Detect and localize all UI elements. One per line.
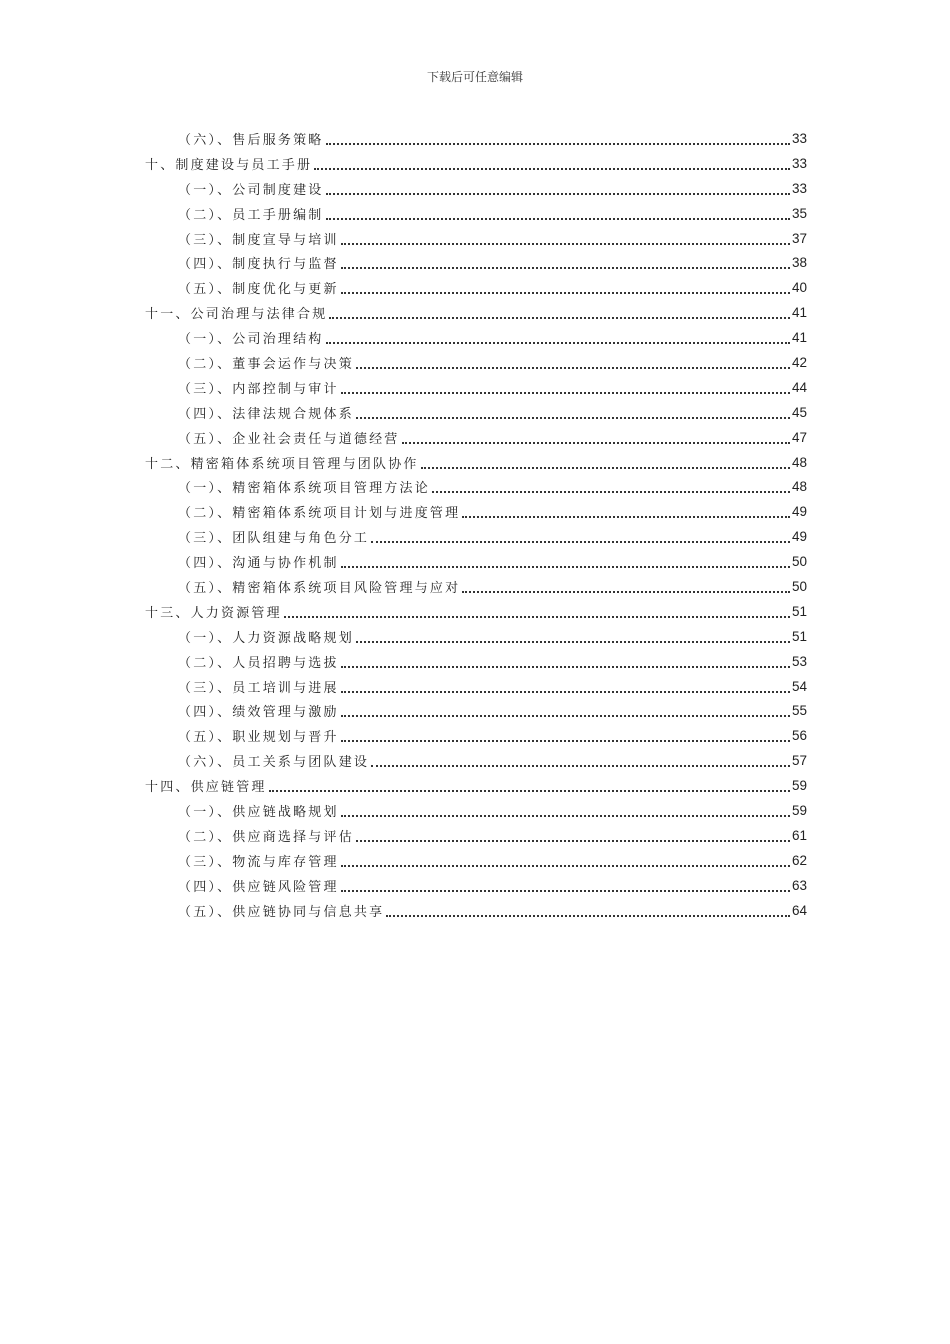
- toc-entry-title: （一）、精密箱体系统项目管理方法论: [178, 481, 430, 497]
- toc-page-number: 47: [791, 429, 807, 445]
- toc-dot-leader: [341, 739, 790, 742]
- toc-section-entry[interactable]: [0, 275, 950, 300]
- toc-dot-leader: [326, 142, 790, 145]
- toc-dot-leader: [284, 615, 790, 618]
- toc-page-number: 63: [791, 877, 807, 893]
- toc-entry-title: 十一、公司治理与法律合规: [145, 307, 328, 323]
- toc-section-entry[interactable]: [0, 499, 950, 524]
- toc-dot-leader: [371, 764, 790, 767]
- toc-entry-title: （四）、沟通与协作机制: [178, 556, 339, 572]
- toc-dot-leader: [462, 590, 790, 593]
- toc-section-entry[interactable]: [0, 350, 950, 375]
- toc-page-number: 49: [791, 504, 807, 520]
- toc-page-number: 57: [791, 753, 807, 769]
- toc-chapter-entry[interactable]: [0, 773, 950, 798]
- toc-entry-title: （四）、法律法规合规体系: [178, 406, 354, 422]
- toc-section-entry[interactable]: [0, 375, 950, 400]
- toc-entry-title: （四）、绩效管理与激励: [178, 705, 339, 721]
- toc-dot-leader: [356, 366, 790, 369]
- toc-section-entry[interactable]: [0, 674, 950, 699]
- toc-dot-leader: [432, 490, 790, 493]
- toc-section-entry[interactable]: [0, 698, 950, 723]
- toc-dot-leader: [341, 266, 790, 269]
- toc-section-entry[interactable]: [0, 201, 950, 226]
- page-header: 下载后可任意编辑: [426, 70, 523, 84]
- toc-entry-title: （一）、供应链战略规划: [178, 804, 339, 820]
- toc-page-number: 37: [791, 230, 807, 246]
- toc-page-number: 64: [791, 902, 807, 918]
- toc-section-entry[interactable]: [0, 176, 950, 201]
- toc-entry-title: （五）、制度优化与更新: [178, 282, 339, 298]
- toc-dot-leader: [356, 416, 790, 419]
- toc-dot-leader: [329, 316, 790, 319]
- toc-entry-title: （六）、售后服务策略: [178, 132, 324, 148]
- toc-entry-title: （二）、人员招聘与选拔: [178, 655, 339, 671]
- toc-section-entry[interactable]: [0, 848, 950, 873]
- toc-page-number: 48: [791, 454, 807, 470]
- toc-dot-leader: [371, 540, 790, 543]
- toc-dot-leader: [326, 341, 790, 344]
- toc-section-entry[interactable]: [0, 873, 950, 898]
- toc-dot-leader: [341, 291, 790, 294]
- toc-section-entry[interactable]: [0, 549, 950, 574]
- toc-page-number: 33: [791, 130, 807, 146]
- toc-entry-title: （三）、员工培训与进展: [178, 680, 339, 696]
- toc-page-number: 50: [791, 578, 807, 594]
- toc-chapter-entry[interactable]: [0, 450, 950, 475]
- toc-page-number: 50: [791, 554, 807, 570]
- toc-entry-title: （三）、内部控制与审计: [178, 381, 339, 397]
- toc-dot-leader: [341, 889, 790, 892]
- toc-section-entry[interactable]: [0, 624, 950, 649]
- toc-dot-leader: [326, 192, 790, 195]
- toc-section-entry[interactable]: [0, 524, 950, 549]
- toc-dot-leader: [356, 640, 790, 643]
- toc-entry-title: （五）、职业规划与晋升: [178, 730, 339, 746]
- toc-entry-title: 十四、供应链管理: [145, 780, 267, 796]
- toc-page-number: 38: [791, 255, 807, 271]
- toc-chapter-entry[interactable]: [0, 599, 950, 624]
- toc-section-entry[interactable]: [0, 798, 950, 823]
- toc-entry-title: （五）、精密箱体系统项目风险管理与应对: [178, 580, 461, 596]
- toc-page-number: 42: [791, 354, 807, 370]
- toc-entry-title: （六）、员工关系与团队建设: [178, 755, 370, 771]
- toc-dot-leader: [356, 839, 790, 842]
- toc-entry-title: （一）、公司治理结构: [178, 332, 324, 348]
- toc-dot-leader: [269, 789, 790, 792]
- toc-chapter-entry[interactable]: [0, 151, 950, 176]
- table-of-contents: [0, 126, 950, 923]
- toc-page-number: 51: [791, 603, 807, 619]
- toc-dot-leader: [341, 565, 790, 568]
- toc-entry-title: （一）、人力资源战略规划: [178, 630, 354, 646]
- toc-section-entry[interactable]: [0, 723, 950, 748]
- toc-page-number: 33: [791, 155, 807, 171]
- toc-entry-title: （一）、公司制度建设: [178, 182, 324, 198]
- toc-dot-leader: [402, 441, 790, 444]
- toc-dot-leader: [341, 242, 790, 245]
- toc-page-number: 55: [791, 703, 807, 719]
- toc-page-number: 48: [791, 479, 807, 495]
- toc-page-number: 35: [791, 205, 807, 221]
- toc-section-entry[interactable]: [0, 474, 950, 499]
- toc-entry-title: 十、制度建设与员工手册: [145, 157, 313, 173]
- toc-entry-title: （四）、供应链风险管理: [178, 879, 339, 895]
- toc-chapter-entry[interactable]: [0, 300, 950, 325]
- toc-dot-leader: [421, 466, 790, 469]
- toc-dot-leader: [314, 167, 790, 170]
- toc-section-entry[interactable]: [0, 400, 950, 425]
- toc-entry-title: 十三、人力资源管理: [145, 605, 282, 621]
- toc-page-number: 61: [791, 827, 807, 843]
- toc-page-number: 62: [791, 852, 807, 868]
- toc-dot-leader: [386, 914, 790, 917]
- toc-page-number: 41: [791, 330, 807, 346]
- toc-dot-leader: [341, 665, 790, 668]
- toc-section-entry[interactable]: [0, 325, 950, 350]
- toc-section-entry[interactable]: [0, 823, 950, 848]
- toc-page-number: 33: [791, 180, 807, 196]
- toc-entry-title: （三）、制度宣导与培训: [178, 232, 339, 248]
- toc-section-entry[interactable]: [0, 425, 950, 450]
- toc-entry-title: （五）、供应链协同与信息共享: [178, 904, 385, 920]
- toc-page-number: 49: [791, 529, 807, 545]
- toc-dot-leader: [341, 864, 790, 867]
- toc-dot-leader: [341, 814, 790, 817]
- toc-dot-leader: [462, 515, 790, 518]
- toc-dot-leader: [341, 391, 790, 394]
- toc-entry-title: 十二、精密箱体系统项目管理与团队协作: [145, 456, 419, 472]
- toc-page-number: 53: [791, 653, 807, 669]
- toc-page-number: 51: [791, 628, 807, 644]
- toc-page-number: 45: [791, 404, 807, 420]
- toc-entry-title: （三）、物流与库存管理: [178, 854, 339, 870]
- toc-dot-leader: [326, 217, 790, 220]
- toc-section-entry[interactable]: [0, 126, 950, 151]
- toc-section-entry[interactable]: [0, 898, 950, 923]
- toc-section-entry[interactable]: [0, 574, 950, 599]
- toc-section-entry[interactable]: [0, 250, 950, 275]
- toc-page-number: 59: [791, 802, 807, 818]
- toc-page-number: 54: [791, 678, 807, 694]
- toc-dot-leader: [341, 690, 790, 693]
- toc-entry-title: （五）、企业社会责任与道德经营: [178, 431, 400, 447]
- toc-page-number: 40: [791, 280, 807, 296]
- toc-dot-leader: [341, 714, 790, 717]
- toc-entry-title: （二）、精密箱体系统项目计划与进度管理: [178, 506, 461, 522]
- toc-page-number: 56: [791, 728, 807, 744]
- toc-page-number: 41: [791, 305, 807, 321]
- toc-entry-title: （二）、供应商选择与评估: [178, 829, 354, 845]
- toc-section-entry[interactable]: [0, 649, 950, 674]
- toc-page-number: 59: [791, 778, 807, 794]
- toc-entry-title: （四）、制度执行与监督: [178, 257, 339, 273]
- toc-section-entry[interactable]: [0, 748, 950, 773]
- toc-page-number: 44: [791, 379, 807, 395]
- toc-entry-title: （二）、员工手册编制: [178, 207, 324, 223]
- toc-section-entry[interactable]: [0, 226, 950, 251]
- toc-entry-title: （三）、团队组建与角色分工: [178, 531, 370, 547]
- toc-entry-title: （二）、董事会运作与决策: [178, 356, 354, 372]
